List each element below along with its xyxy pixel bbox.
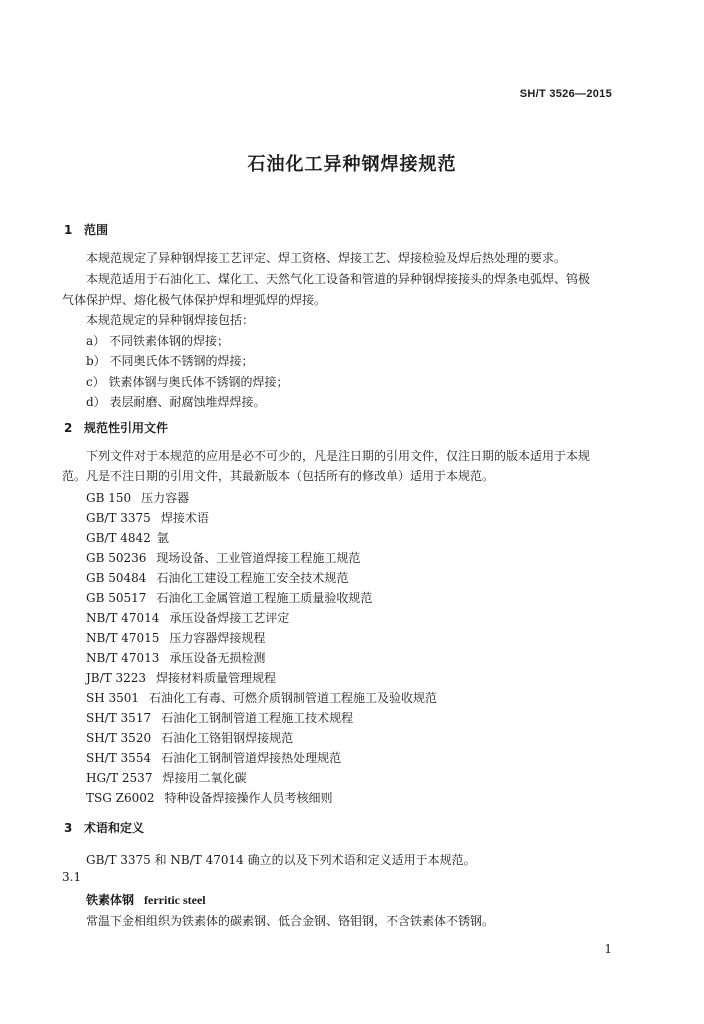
reference-item — [86, 649, 265, 666]
paragraph-continuation: 气体保护焊、熔化极气体保护焊和埋弧焊的焊接。 — [62, 293, 327, 307]
term-definition: 常温下金相组织为铁素体的碳素钢、低合金钢、铬钼钢，不含铁素体不锈钢。 — [86, 914, 495, 928]
paragraph: GB/T 3375 和 NB/T 47014 确立的以及下列术语和定义适用于本规范。 — [86, 853, 476, 867]
reference-title: 现场设备、工业管道焊接工程施工规范 — [156, 551, 361, 565]
reference-item — [86, 669, 276, 686]
reference-item — [86, 529, 169, 546]
reference-code: NB/T 47014 — [86, 611, 160, 625]
reference-item — [86, 749, 341, 766]
reference-code: TSG Z6002 — [86, 791, 155, 805]
reference-title: 压力容器 — [141, 491, 190, 505]
reference-item — [86, 509, 209, 526]
paragraph: 下列文件对于本规范的应用是必不可少的，凡是注日期的引用文件，仅注日期的版本适用于本规 — [86, 449, 591, 463]
section-1-heading — [64, 221, 108, 238]
reference-code: GB 50517 — [86, 591, 147, 605]
section-title: 术语和定义 — [84, 821, 145, 835]
reference-code: NB/T 47013 — [86, 651, 160, 665]
reference-code: GB/T 4842 — [86, 531, 151, 545]
list-item: d） 表层耐磨、耐腐蚀堆焊焊接。 — [86, 395, 266, 409]
reference-code: SH/T 3520 — [86, 731, 152, 745]
reference-code: SH/T 3554 — [86, 751, 152, 765]
section-title: 规范性引用文件 — [84, 421, 169, 435]
reference-item — [86, 709, 353, 726]
section-3-heading — [64, 819, 144, 836]
paragraph-continuation: 范。凡是不注日期的引用文件，其最新版本（包括所有的修改单）适用于本规范。 — [62, 469, 495, 483]
reference-code: SH 3501 — [86, 691, 140, 705]
page-number: 1 — [604, 942, 612, 956]
reference-code: NB/T 47015 — [86, 631, 160, 645]
reference-item — [86, 789, 333, 806]
reference-item — [86, 589, 372, 606]
reference-title: 氩 — [156, 531, 169, 545]
list-item: c） 铁素体钢与奥氏体不锈钢的焊接； — [86, 375, 289, 389]
paragraph: 本规范规定了异种钢焊接工艺评定、焊工资格、焊接工艺、焊接检验及焊后热处理的要求。 — [86, 251, 567, 265]
section-number: 1 — [64, 223, 73, 237]
reference-item — [86, 549, 360, 566]
reference-item — [86, 729, 293, 746]
list-item: a） 不同铁素体钢的焊接； — [86, 334, 229, 348]
term-entry — [86, 891, 206, 908]
reference-title: 承压设备无损检测 — [169, 651, 266, 665]
reference-item — [86, 489, 189, 506]
reference-title: 特种设备焊接操作人员考核细则 — [164, 791, 333, 805]
section-2-heading — [64, 419, 168, 436]
reference-item — [86, 629, 265, 646]
term-english: ferritic steel — [144, 893, 206, 907]
reference-title: 石油化工金属管道工程施工质量验收规范 — [156, 591, 373, 605]
reference-item — [86, 689, 437, 706]
reference-title: 石油化工建设工程施工安全技术规范 — [156, 571, 349, 585]
reference-code: GB 50236 — [86, 551, 147, 565]
reference-code: SH/T 3517 — [86, 711, 152, 725]
reference-title: 压力容器焊接规程 — [169, 631, 266, 645]
reference-title: 焊接材料质量管理规程 — [156, 671, 277, 685]
document-code: SH/T 3526—2015 — [519, 88, 612, 100]
page-title: 石油化工异种钢焊接规范 — [247, 154, 457, 175]
section-title: 范围 — [84, 223, 109, 237]
reference-item — [86, 569, 348, 586]
paragraph: 本规范适用于石油化工、煤化工、天然气化工设备和管道的异种钢焊接接头的焊条电弧焊、钨极 — [86, 272, 591, 286]
reference-title: 石油化工钢制管道焊接热处理规范 — [161, 751, 342, 765]
section-number: 3 — [64, 821, 73, 835]
reference-title: 石油化工钢制管道工程施工技术规程 — [161, 711, 354, 725]
section-number: 2 — [64, 421, 73, 435]
reference-code: JB/T 3223 — [86, 671, 147, 685]
reference-item — [86, 609, 289, 626]
term-chinese: 铁素体钢 — [86, 893, 135, 907]
reference-title: 焊接术语 — [160, 511, 209, 525]
reference-title: 石油化工有毒、可燃介质钢制管道工程施工及验收规范 — [149, 691, 438, 705]
reference-title: 石油化工铬钼钢焊接规范 — [161, 731, 294, 745]
paragraph: 本规范规定的异种钢焊接包括： — [86, 313, 255, 327]
reference-code: GB 150 — [86, 491, 132, 505]
reference-code: GB 50484 — [86, 571, 147, 585]
reference-code: HG/T 2537 — [86, 771, 153, 785]
reference-title: 承压设备焊接工艺评定 — [169, 611, 290, 625]
reference-title: 焊接用二氧化碳 — [162, 771, 247, 785]
reference-item — [86, 769, 246, 786]
subsection-number: 3.1 — [62, 870, 82, 884]
reference-code: GB/T 3375 — [86, 511, 151, 525]
list-item: b） 不同奥氏体不锈钢的焊接； — [86, 354, 254, 368]
